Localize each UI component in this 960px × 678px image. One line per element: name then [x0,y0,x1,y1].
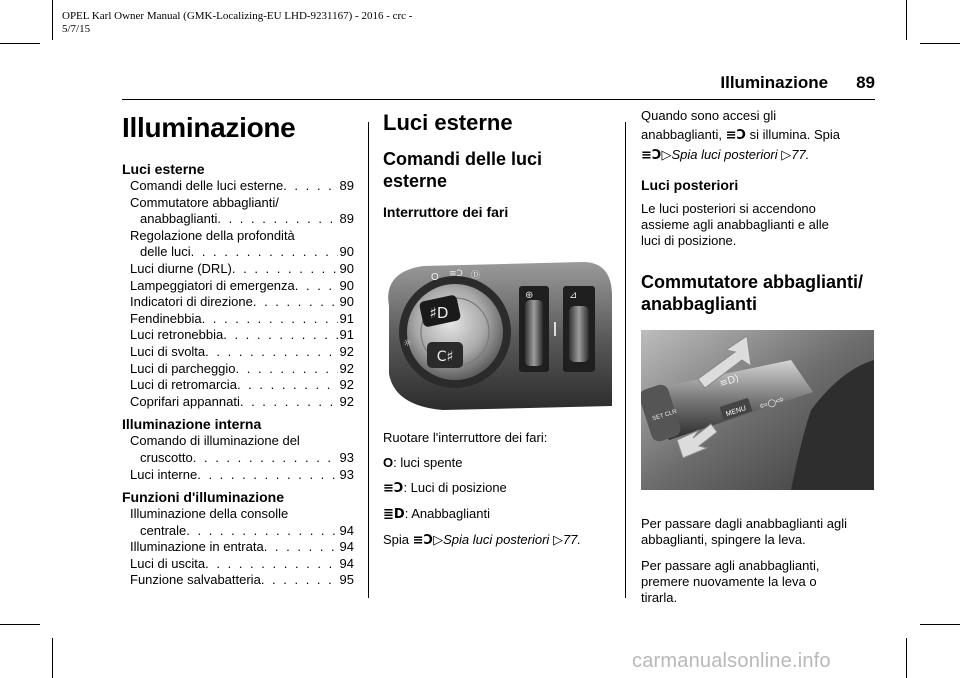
dimmer-icon: ⊕ [525,290,534,301]
toc-entry[interactable] [122,572,354,589]
toc-page-number: 90 [339,244,354,260]
p1-page: 77. [791,147,810,162]
p3-line-b: abbaglianti, spingere la leva. [641,532,806,547]
crop-mark [0,43,40,44]
crop-mark [906,0,907,40]
toc-leader-dots [237,377,338,394]
toc-entry[interactable] [122,261,354,278]
toc-entry[interactable] [122,556,354,573]
running-head [640,73,875,93]
toc-page-number: 93 [339,449,354,465]
range-icon: ⊿ [569,290,578,301]
toc-entry-text: Coprifari appannati [130,393,240,409]
subsection-title [383,148,613,192]
toc-entry[interactable] [122,244,354,261]
headlight-switch-illustration [383,256,612,410]
reference-arrow-icon: ▷ [781,147,792,162]
toc-entry-text: Luci retronebbia [130,327,224,343]
print-meta-line1: OPEL Karl Owner Manual (GMK-Localizing-EU LHD-9231167) - 2016 - crc - [62,10,413,22]
toc-entry[interactable] [122,450,354,467]
page-number: 89 [856,73,875,92]
low-beam-mark: Ⓓ [471,271,481,281]
paragraph-3 [641,516,877,548]
item-lowbeam-text: : Anabbaglianti [404,506,490,521]
toc-leader-dots [202,311,338,328]
p2-line-c: luci di posizione. [641,233,737,248]
toc-entry[interactable] [122,377,354,394]
print-meta-line2: 5/7/15 [62,23,91,35]
crop-mark [52,0,53,40]
toc-leader-dots [193,450,338,467]
print-meta [62,10,412,36]
toc-entry-text: Luci di retromarcia [130,377,237,393]
toc-leader-dots [205,344,337,361]
item-lowbeam [383,506,613,523]
sun-icon: ☼ [403,338,412,349]
toc-leader-dots [217,211,337,228]
toc-entry[interactable] [122,311,354,328]
parking-light-icon: ≡Ↄ [412,533,434,548]
spia-page: 77. [562,532,582,547]
toc-entry-text: Comandi delle luci esterne [130,178,284,193]
toc-page-number: 91 [339,310,354,326]
toc-leader-dots [236,361,338,378]
toc-page-number: 89 [339,211,354,227]
toc-entry-line1[interactable]: Illuminazione della consolle [130,506,289,522]
beam-title-line1: Commutatore abbaglianti/ [641,272,864,292]
toc-entry[interactable] [122,178,354,195]
paragraph-1 [641,106,877,165]
low-beam-icon: ≣D [383,507,405,522]
middle-column [383,100,613,220]
p1-line-b: anabbaglianti, [641,127,722,142]
beam-title-line2: anabbaglianti [641,294,758,314]
svg-text:♯D: ♯D [429,304,449,322]
toc-section-heading: Illuminazione interna [122,416,262,433]
toc-leader-dots [186,523,337,540]
toc-entry-text: Luci di parcheggio [130,360,236,376]
menu-label: MENU [725,405,748,419]
subsection-title-beam-switch [641,271,877,315]
toc-entry[interactable] [122,344,354,361]
toc-entry-text: Luci interne [130,466,198,482]
toc-page-number: 90 [339,277,354,293]
parking-light-icon: ≡Ↄ [725,128,747,143]
spia-ref-link[interactable]: Spia luci posteriori [443,532,550,547]
toc-entry-text: Illuminazione in entrata [130,539,264,555]
toc-entry-text: Luci di uscita [130,555,206,571]
parking-light-icon: ≡Ↄ [383,481,404,496]
toc-page-number: 95 [339,572,354,588]
toc-entry[interactable] [122,361,354,378]
toc-page-number: 92 [339,360,354,376]
toc-page-number: 92 [339,343,354,359]
toc-entry[interactable] [122,294,354,311]
thumbwheel-icon: ⇦○⇨ [758,394,786,413]
toc-leader-dots [295,278,338,295]
toc-entry[interactable] [122,394,354,411]
toc-entry-line1[interactable]: Commutatore abbaglianti/ [130,194,279,210]
toc-entry-text: anabbaglianti [140,211,218,227]
toc-leader-dots [205,556,337,573]
toc-leader-dots [223,327,337,344]
toc-section-heading: Funzioni d'illuminazione [122,489,284,506]
toc-entry[interactable] [122,327,354,344]
toc-entry[interactable] [122,211,354,228]
toc-leader-dots [232,261,338,278]
toc-entry[interactable] [122,539,354,556]
section-title: Luci esterne [383,110,513,135]
svg-text:C♯: C♯ [436,349,454,365]
toc-page-number: 92 [339,393,354,409]
right-column-text [641,516,877,606]
set-clr-label: SET CLR [651,408,678,423]
toc-page-number: 94 [339,539,354,555]
chapter-title: Illuminazione [122,112,296,143]
subheading: Interruttore dei fari [383,204,509,220]
subsection-title-line2: esterne [383,171,448,191]
column-divider [625,122,626,598]
crop-mark [0,624,40,625]
headlight-switch-figure [383,256,612,410]
parking-light-mark: ≡Ↄ [449,269,463,279]
toc-entry-text: Luci diurne (DRL) [130,260,232,276]
toc-leader-dots [264,539,338,556]
subsection-title-line1: Comandi delle luci [383,149,543,169]
toc-entry-text: Lampeggiatori di emergenza [130,277,295,293]
toc-page-number: 93 [339,466,354,482]
toc-entry-line1[interactable]: Regolazione della profondità [130,227,295,243]
item-position [383,480,613,497]
toc-entry[interactable] [122,467,354,484]
right-column [641,106,877,315]
toc-page-number: 90 [339,294,354,310]
spia-reference [383,532,613,549]
reference-arrow-icon: ▷ [661,147,672,162]
crop-mark [920,624,960,625]
item-off-key: O [383,455,394,470]
p3-line-a: Per passare dagli anabbaglianti agli [641,516,847,531]
toc-leader-dots [197,467,337,484]
crop-mark [52,638,53,678]
watermark: carmanualsonline.info [632,650,831,672]
toc-page-number: 94 [339,555,354,571]
reference-arrow-icon: ▷ [433,532,444,547]
instruction: Ruotare l'interruttore dei fari: [383,430,548,445]
wiper-icon: ≡D⟩ [718,373,741,390]
toc-leader-dots [283,178,337,195]
crop-mark [906,638,907,678]
p4-line-a: Per passare agli anabbaglianti, [641,558,820,573]
toc-page-number: 91 [339,327,354,343]
middle-column-text [383,430,613,549]
parking-light-icon: ≡Ↄ [641,148,662,163]
p2-line-a: Le luci posteriori si accendono [641,201,816,216]
toc-leader-dots [261,572,338,589]
toc-leader-dots [240,394,338,411]
toc-entry-text: Funzione salvabatteria [130,572,261,588]
toc-entry-text: cruscotto [140,449,193,465]
column-divider [368,122,369,598]
reference-arrow-icon: ▷ [552,532,563,547]
toc-entry-text: centrale [140,522,187,538]
toc-page-number: 94 [339,522,354,538]
spia-prefix: Spia [383,532,410,547]
toc-column [122,100,354,589]
item-position-text: : Luci di posizione [403,480,507,495]
p1-line-c: si illumina. Spia [749,127,840,142]
toc-entry-text: Fendinebbia [130,310,202,326]
item-off-text: : luci spente [393,455,463,470]
toc-page-number: 90 [339,260,354,276]
p4-line-b: premere nuovamente la leva o [641,574,817,589]
toc-entry-line1[interactable]: Comando di illuminazione del [130,433,300,449]
p1-ref-link[interactable]: Spia luci posteriori [671,147,778,162]
paragraph-4 [641,558,877,606]
toc-leader-dots [191,244,338,261]
toc-entry-text: Indicatori di direzione [130,294,253,310]
beam-lever-figure [641,330,874,490]
toc-page-number: 89 [339,178,354,193]
off-mark: O [431,272,439,283]
toc-list [122,160,354,589]
dimmer-wheel[interactable] [525,300,543,366]
toc-section-heading: Luci esterne [122,161,205,177]
running-head-title: Illuminazione [720,73,829,92]
toc-entry[interactable] [122,278,354,295]
toc-page-number: 92 [339,377,354,393]
p4-line-c: tirarla. [641,590,678,605]
crop-mark [920,43,960,44]
toc-entry[interactable] [122,523,354,540]
item-off [383,455,613,471]
subheading-rear-lights: Luci posteriori [641,177,739,193]
paragraph-2 [641,201,877,249]
beam-lever-illustration [641,330,874,490]
p2-line-b: assieme agli anabbaglianti e alle [641,217,829,232]
p1-line-a: Quando sono accesi gli [641,108,777,123]
headlight-range-wheel[interactable] [569,306,589,362]
toc-entry-text: delle luci [140,244,191,260]
toc-leader-dots [253,294,338,311]
toc-entry-text: Luci di svolta [130,343,206,359]
